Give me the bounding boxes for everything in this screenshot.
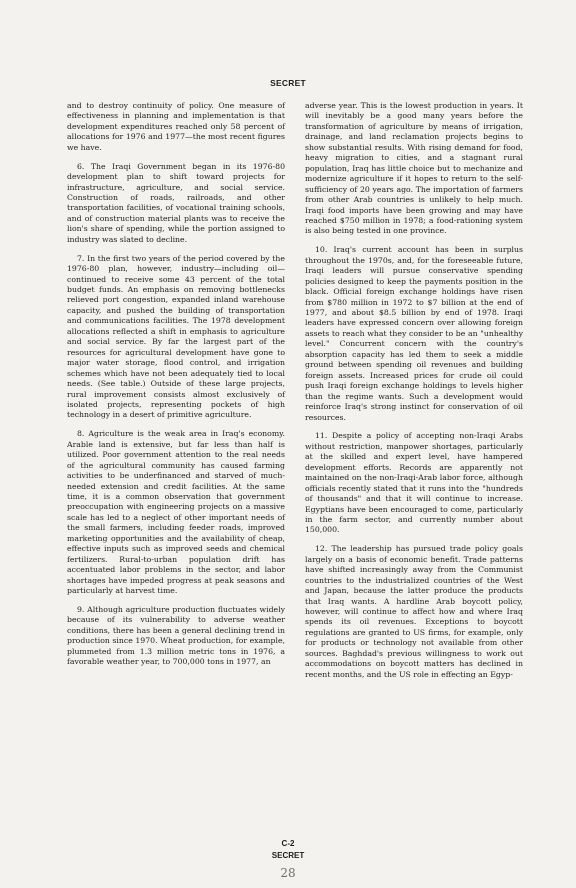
right-column xyxy=(305,101,523,689)
page-code: C-2 xyxy=(281,839,295,848)
paragraph-7: 7. In the first two years of the period covered by the 1976-80 plan, however, industry—including oil—continued to receive some 43 percent of the total budget funds. An emphasis on removing bottlenecks relieved port congestion, expanded inland warehouse capacity, and pushed the building of transportation and communications facilities. The 1978 development allocations reflected a shift in emphasis to agriculture and social service. By far the largest part of the resources for agricultural development have gone to major water storage, flood control, and irrigation schemes which have not been adequately tied to local needs. (See table.) Outside of these large projects, rural improvement consists almost exclusively of isolated projects, representing pockets of high technology in a desert of primitive agriculture. xyxy=(67,253,285,420)
paragraph-10: 10. Iraq's current account has been in surplus throughout the 1970s, and, for the foreseeable future, Iraqi leaders will pursue conservative spending policies designed to keep the payments position in the black. Official foreign exchange holdings have risen from $780 million in 1972 to $7 billion at the end of 1977, and about $8.5 billion by end of 1978. Iraqi leaders have expressed concern over allowing foreign assets to reach what they consider to be an "unhealthy level." Concurrent concern with the country's absorption capacity has led them to seek a middle ground between spending oil revenues and building foreign assets. Increased prices for crude oil could push Iraqi foreign exchange holdings to levels higher than the regime wants. Such a development would reinforce Iraq's strong instinct for conservation of oil resources. xyxy=(305,245,523,422)
paragraph-9: 9. Although agriculture production fluctuates widely because of its vulnerability to adverse weather conditions, there has been a general declining trend in production since 1970. Wheat production, for example, plummeted from 1.3 million metric tons in 1976, a favorable weather year, to 700,000 tons in 1977, an xyxy=(67,604,285,667)
paragraph-12: 12. The leadership has pursued trade policy goals largely on a basis of economic benefit. Trade patterns have shifted increasingly away from the Communist countries to the industrialized countries of the West and Japan, because the latter produce the products that Iraq wants. A hardline Arab boycott policy, however, will continue to affect how and where Iraq spends its oil revenues. Exceptions to boycott regulations are granted to US firms, for example, only for products or technology not available from other sources. Baghdad's previous willingness to work out accommodations on boycott matters has declined in recent months, and the US role in effecting an Egyp- xyxy=(305,544,523,679)
paragraph-continuation: and to destroy continuity of policy. One measure of effectiveness in planning and implementation is that development expenditures reached only 58 percent of allocations for 1976 and 1977—the most recent figures we have. xyxy=(67,101,285,152)
paragraph-6: 6. The Iraqi Government began in its 1976-80 development plan to shift toward projects for infrastructure, agriculture, and social service. Construction of roads, railroads, and other transportation facilities, of vocational training schools, and of construction material plants was to receive the lion's share of spending, while the portion assigned to industry was slated to decline. xyxy=(67,161,285,244)
left-column xyxy=(67,101,285,676)
classification-header: SECRET xyxy=(270,78,306,88)
paragraph-9-continued: adverse year. This is the lowest production in years. It will inevitably be a good many years before the transformation of agriculture by means of irrigation, drainage, and land reclamation projects begins to show substantial results. With rising demand for food, heavy migration to cities, and a stagnant rural population, Iraq has little choice but to mechanize and modernize agriculture if it hopes to return to the self-sufficiency of 20 years ago. The importation of farmers from other Arab countries is unlikely to help much. Iraqi food imports have been growing and may have reached $750 million in 1978; a food-rationing system is also being tested in one province. xyxy=(305,101,523,236)
paragraph-11: 11. Despite a policy of accepting non-Iraqi Arabs without restriction, manpower shortages, particularly at the skilled and expert level, have hampered development efforts. Records are apparently not maintained on the non-Iraqi-Arab labor force, although officials recently stated that it runs into the "hundreds of thousands" and that it will continue to increase. Egyptians have been encouraged to come, particularly in the farm sector, and currently number about 150,000. xyxy=(305,431,523,535)
paragraph-8: 8. Agriculture is the weak area in Iraq's economy. Arable land is extensive, but far less than half is utilized. Poor government attention to the real needs of the agricultural community has caused farming activities to be underfinanced and starved of much-needed extension and credit facilities. At the same time, it is a common observation that government preoccupation with engineering projects on a massive scale has led to a neglect of other important needs of the small farmers, including feeder roads, improved marketing opportunities and the availability of cheap, effective inputs such as improved seeds and chemical fertilizers. Rural-to-urban population drift has accentuated labor problems in the sector, and labor shortages have impeded progress at peak seasons and particularly at harvest time. xyxy=(67,429,285,596)
page-stamp-number: 28 xyxy=(280,866,296,880)
classification-footer: SECRET xyxy=(271,851,305,860)
